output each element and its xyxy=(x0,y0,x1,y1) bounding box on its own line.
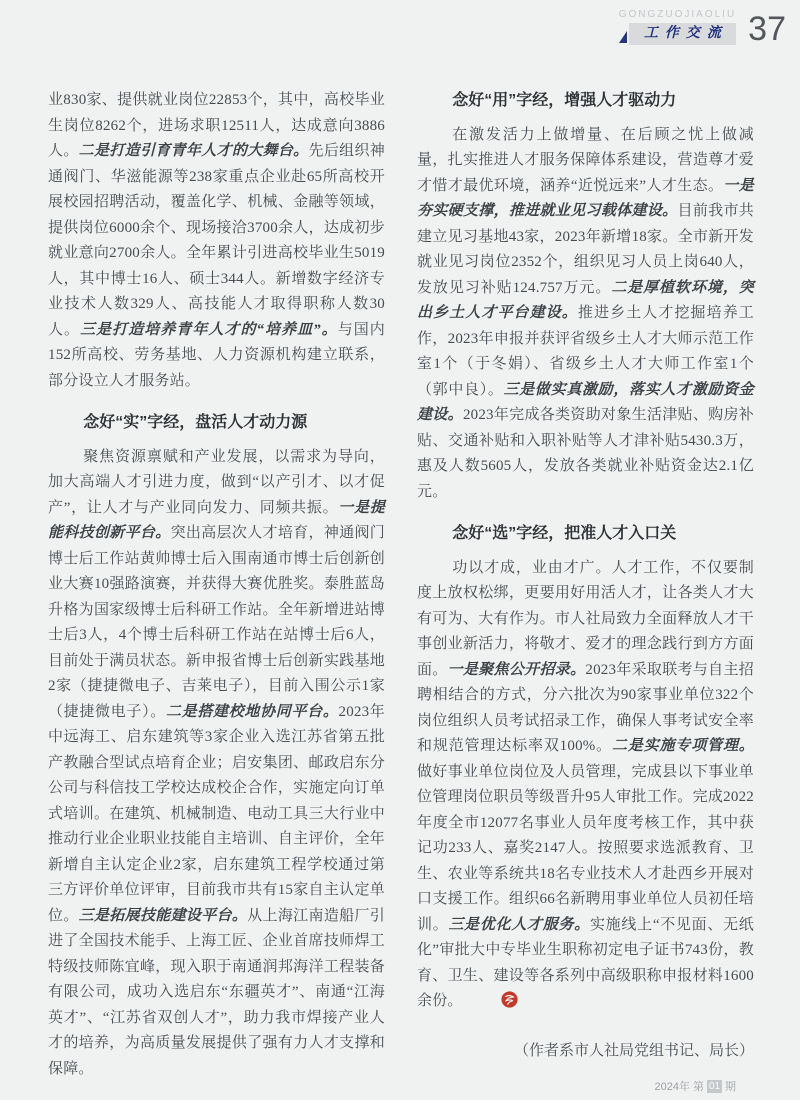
text-segment: 先后组织神通阀门、华滋能源等238家重点企业赴65所高校开展校园招聘活动，覆盖化学、机械、金融等领域，提供岗位6000余个、现场接洽3700余人，达成初步就业意向2700余人。全年累计引进高校毕业生5019人，其中博士16人、硕士344人。新增数字经济专业技术人数329人、高技能人才取得职称人数30人。 xyxy=(48,143,385,338)
paragraph xyxy=(417,123,754,506)
text-segment: 从上海江南造船厂引进了全国技术能手、上海工匠、企业首席技师焊工特级技师陈宜峰，现入职于南通润邦海洋工程装备有限公司，成功入选启东“东疆英才”、南通“江海英才”、“江苏省双创人才”，助力我市焊接产业人才的培养，为高质量发展提供了强有力人才支撑和保障。 xyxy=(48,907,386,1077)
emphasis-segment: 一是提能科技创新平台。 xyxy=(48,499,385,541)
right-column xyxy=(417,88,754,1082)
text-segment: 在激发活力上做增量、在后顾之忧上做减量，扎实推进人才服务保障体系建设，营造尊才爱才惜才最优环境，涵养“近悦远来”人才生态。 xyxy=(417,126,754,194)
triangle-icon xyxy=(619,31,627,43)
emphasis-segment: 二是厚植软环境，突出乡土人才平台建设。 xyxy=(417,279,754,321)
text-segment: 功以才成，业由才广。人才工作，不仅要制度上放权松绑，更要用好用活人才，让各类人才大有可为、大有作为。市人社局致力全面释放人才干事创业新活力，将敬才、爱才的理念践行到方方面面。 xyxy=(417,559,754,678)
section-badge: 工作交流 xyxy=(629,23,736,45)
paragraph xyxy=(48,445,385,1083)
page-footer xyxy=(655,1078,736,1094)
emphasis-segment: 三是做实真激励，落实人才激励资金建设。 xyxy=(417,381,755,423)
left-column xyxy=(48,88,385,1082)
page-header xyxy=(619,9,786,47)
paragraph xyxy=(417,556,754,1015)
emphasis-segment: 二是实施专项管理。 xyxy=(611,738,755,754)
emphasis-segment: 三是打造培养青年人才的“培养皿”。 xyxy=(80,321,338,338)
footer-issue-suffix: 期 xyxy=(725,1081,736,1093)
text-segment: 突出高层次人才培育，神通阀门博士后工作站黄帅博士后入围南通市博士后创新创业大赛10强路演赛，并获得大赛优胜奖。泰胜蓝岛升格为国家级博士后科研工作站。全年新增进站博士后3人，4个博士后科研工作站在站博士后6人，目前处于满员状态。新申报省博士后创新实践基地2家（捷捷微电子、吉莱电子），目前入围公示1家（捷捷微电子）。 xyxy=(48,525,385,720)
text-segment: 业830家、提供就业岗位22853个，其中，高校毕业生岗位8262个，进场求职12511人，达成意向3886人。 xyxy=(48,92,385,159)
emphasis-segment: 一是聚焦公开招录。 xyxy=(447,661,586,678)
footer-year: 2024年 xyxy=(654,1081,690,1093)
text-segment: 与国内152所高校、劳务基地、人力资源机构建立联系，部分设立人才服务站。 xyxy=(48,321,385,389)
article-body xyxy=(48,88,754,1082)
text-segment: 做好事业单位岗位及人员管理，完成县以下事业单位管理岗位职员等级晋升95人审批工作。完成2022年度全市12077名事业人员年度考核工作，其中获记功233人、嘉奖2147人。按照要求选派教育、卫生、农业等系统共18名专业技术人才赴西乡开展对口支援工作。组织66名新聘用事业单位人员初任培训。 xyxy=(417,763,754,933)
section-title-romanized: GONGZUOJIAOLIU xyxy=(618,9,737,20)
emphasis-segment: 三是优化人才服务。 xyxy=(448,916,590,933)
text-segment: 2023年完成各类资助对象生活津贴、购房补贴、交通补贴和入职补贴等人才津补贴5430.3万，惠及人数5605人，发放各类就业补贴资金达2.1亿元。 xyxy=(417,407,754,500)
emphasis-segment: 一是夯实硬支撑，推进就业见习载体建设。 xyxy=(417,177,754,219)
section-heading: 念好“用”字经，增强人才驱动力 xyxy=(452,92,677,109)
footer-issue-number: 01 xyxy=(708,1080,721,1092)
emphasis-segment: 二是搭建校地协同平台。 xyxy=(165,703,339,720)
text-segment: 推进乡土人才挖掘培养工作，2023年申报并获评省级乡土人才大师示范工作室1个（于冬娟）、省级乡土人才大师工作室1个（郭中良）。 xyxy=(417,305,754,398)
end-of-article-stamp-icon xyxy=(466,991,483,1008)
section-heading: 念好“实”字经，盘活人才动力源 xyxy=(83,414,308,431)
page-number: 37 xyxy=(748,10,786,48)
text-segment: 2023年中远海工、启东建筑等3家企业入选江苏省第五批产教融合型试点培育企业；启安集团、邮政启东分公司与科信技工学校达成校企合作，实施定向订单式培训。在建筑、机械制造、电动工具三大行业中推动行业企业职业技能自主培训、自主评价，全年新增自主认定企业2家，启东建筑工程学校通过第三方评价单位评审，目前我市共有15家自主认定单位。 xyxy=(48,703,385,924)
text-segment: 目前我市共建立见习基地43家，2023年新增18家。全市新开发就业见习岗位2352个，组织见习人员上岗640人，发放见习补贴124.757万元。 xyxy=(417,203,754,296)
section-heading: 念好“选”字经，把准人才入口关 xyxy=(452,525,677,542)
author-line: （作者系市人社局党组书记、局长） xyxy=(513,1042,754,1059)
section-title-block xyxy=(619,9,736,45)
section-badge-row xyxy=(619,23,736,45)
text-segment: 2023年采取联考与自主招聘相结合的方式，分六批次为90家事业单位322个岗位组织人员考试招录工作，确保人事考试安全率和规范管理达标率双100%。 xyxy=(417,661,754,754)
text-segment: 聚焦资源禀赋和产业发展，以需求为导向，加大高端人才引进力度，做到“以产引才、以才促产”，让人才与产业同向发力、同频共振。 xyxy=(48,448,385,516)
footer-issue-prefix: 第 xyxy=(693,1081,704,1093)
emphasis-segment: 二是打造引育青年人才的大舞台。 xyxy=(78,143,309,159)
emphasis-segment: 三是拓展技能建设平台。 xyxy=(78,907,248,924)
paragraph xyxy=(48,88,385,394)
text-segment: 实施线上“不见面、无纸化”审批大中专毕业生职称初定电子证书743份，教育、卫生、建设等各系列中高级职称申报材料1600余份。 xyxy=(417,916,754,1009)
